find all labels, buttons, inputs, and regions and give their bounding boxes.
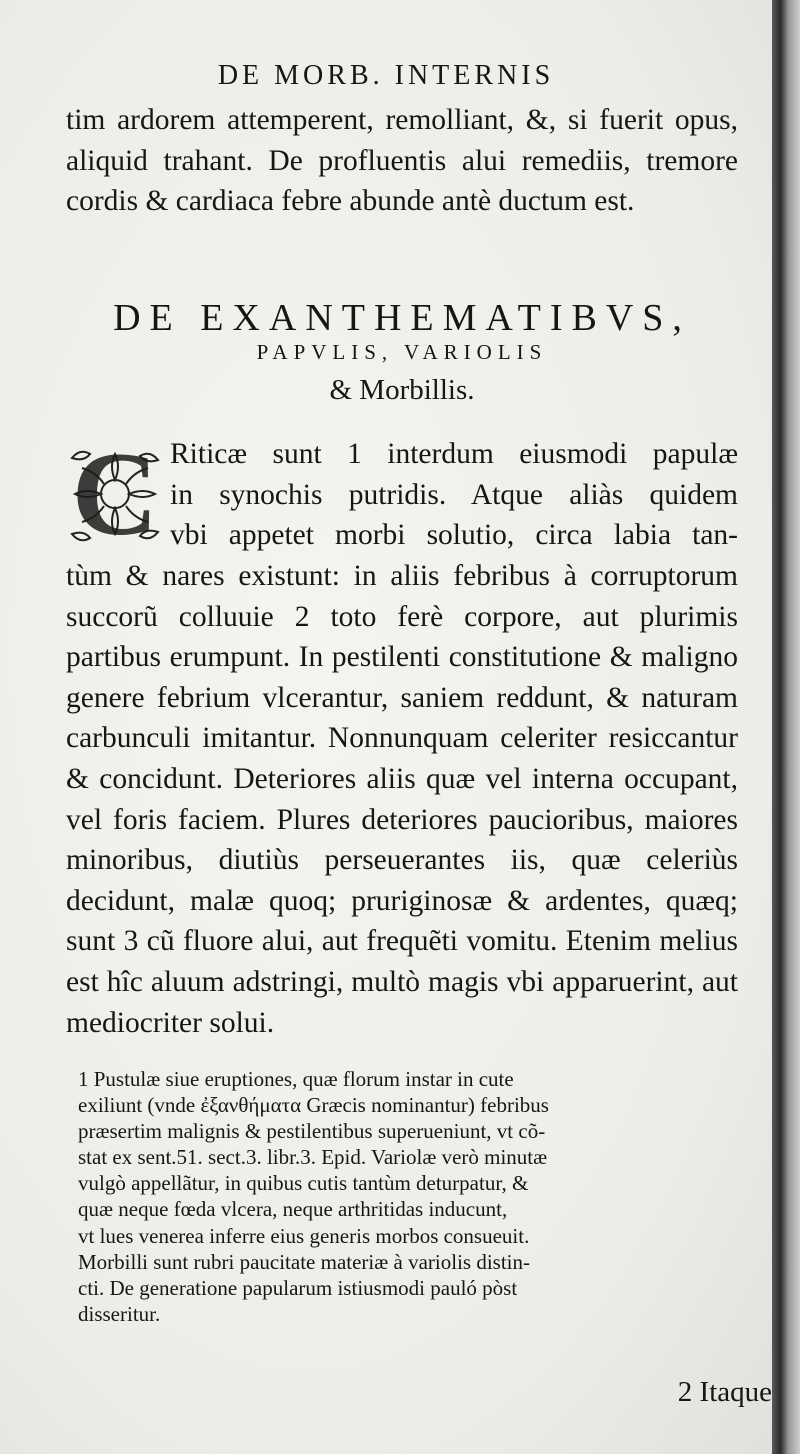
section-subtitle: PAPVLIS, VARIOLIS <box>256 340 548 364</box>
section-title: DE EXANTHEMATIBVS, <box>113 297 691 339</box>
footnote-line: quæ neque fœda vlcera, neque arthritidas inducunt, <box>78 1197 508 1222</box>
section-subtitle-2: & Morbillis. <box>329 374 475 406</box>
page-gutter <box>772 0 800 1454</box>
footnote-line: vulgò appellãtur, in quibus cutis tantùm deturpatur, & <box>78 1171 529 1196</box>
text-line: Riticæ sunt 1 interdum eiusmodi papulæ <box>170 438 738 470</box>
drop-cap-letter: C <box>71 438 159 550</box>
footnotes <box>78 1066 740 1327</box>
text-line: in synochis putridis. Atque aliàs quidem <box>170 478 738 511</box>
footnote-line: stat ex sent.51. sect.3. libr.3. Epid. Variolæ verò minutæ <box>78 1145 548 1170</box>
footnote-line: Morbilli sunt rubri paucitate materiæ à variolis distin- <box>78 1249 530 1274</box>
footnote-line: 1 Pustulæ siue eruptiones, quæ florum instar in cute <box>78 1067 514 1091</box>
footnote-line: vt lues venerea inferre eius generis morbos consueuit. <box>78 1223 530 1248</box>
dropcap-lines <box>170 434 738 556</box>
floral-ornament-icon <box>62 438 168 550</box>
footnote-line: disseritur. <box>78 1301 161 1326</box>
catchword: 2 Itaque <box>677 1376 772 1408</box>
continuation-paragraph: tim ardorem attemperent, remolliant, &, si fuerit opus, aliquid trahant. De profluentis alui remediis, tremore cordis & cardiaca febre abunde antè ductum est. <box>66 104 738 218</box>
text-line: vbi appetet morbi solutio, circa labia tan- <box>170 519 738 552</box>
main-paragraph: tùm & nares existunt: in aliis febribus à corruptorum succorũ colluuie 2 toto ferè corpore, aut plurimis partibus erumpunt. In pestilenti constitutione & maligno genere febrium vlcerantur, saniem reddunt, & naturam carbunculi imitantur. Nonnunquam celeriter resiccantur & concidunt. Deteriores aliis quæ vel interna occupant, vel foris faciem. Plures deteriores paucioribus, maiores minoribus, diutiùs perseuerantes iis, quæ celeriùs decidunt, malæ quoq; pruriginosæ & ardentes, quæq; sunt 3 cũ fluore alui, aut frequẽti vomitu. Etenim melius est hîc aluum adstringi, multò magis vbi apparuerint, aut mediocriter solui. <box>66 560 738 1039</box>
footnote-line: cti. De generatione papularum istiusmodi pauló pòst <box>78 1275 518 1300</box>
footnote-line: exiliunt (vnde ἐξανθήματα Græcis nominantur) febribus <box>78 1093 549 1118</box>
footnote-line: præsertim malignis & pestilentibus superueniunt, vt cõ- <box>78 1119 546 1144</box>
running-head: DE MORB. INTERNIS <box>217 60 555 91</box>
decorated-initial <box>62 438 168 550</box>
